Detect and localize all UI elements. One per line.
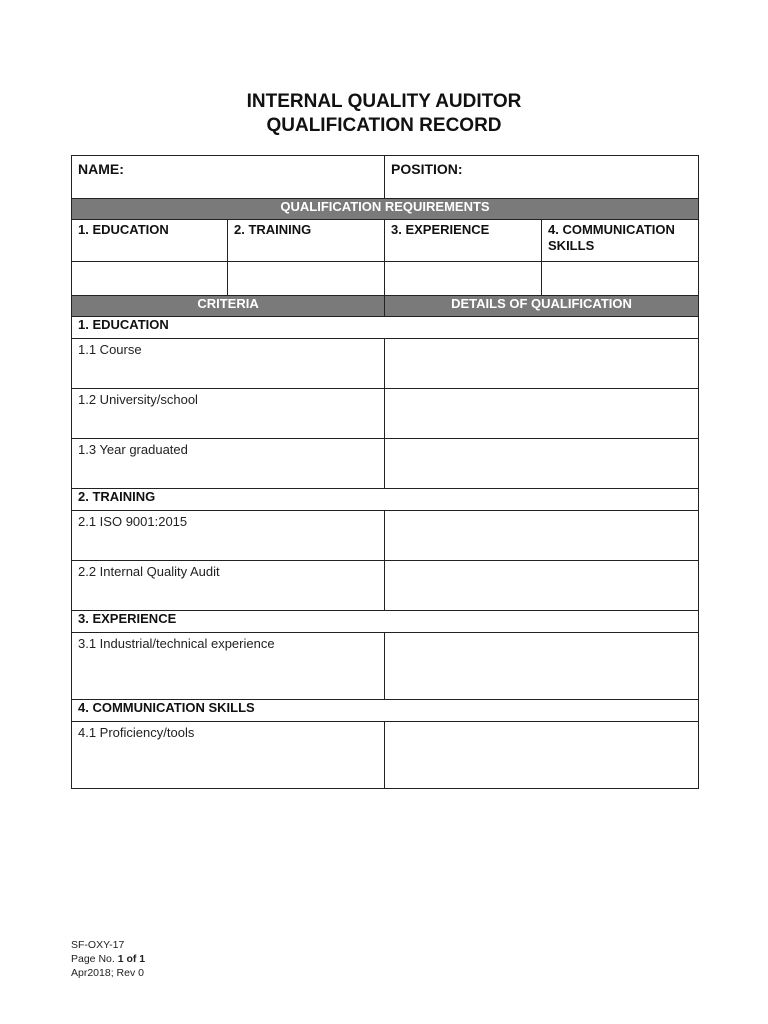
criteria-year-graduated: 1.3 Year graduated <box>72 439 385 489</box>
criteria-iso-9001: 2.1 ISO 9001:2015 <box>72 511 385 561</box>
requirement-experience-input[interactable] <box>385 262 542 296</box>
page-number <box>71 952 145 966</box>
requirement-experience: 3. EXPERIENCE <box>385 220 542 262</box>
details-internal-quality-audit-input[interactable] <box>385 561 699 611</box>
details-year-graduated-input[interactable] <box>385 439 699 489</box>
criteria-proficiency-tools: 4.1 Proficiency/tools <box>72 722 385 789</box>
details-course-input[interactable] <box>385 339 699 389</box>
document-footer <box>71 938 145 980</box>
requirements-header: QUALIFICATION REQUIREMENTS <box>72 199 699 220</box>
criteria-header: CRITERIA <box>72 296 385 317</box>
details-proficiency-tools-input[interactable] <box>385 722 699 789</box>
criteria-university-school: 1.2 University/school <box>72 389 385 439</box>
requirement-education: 1. EDUCATION <box>72 220 228 262</box>
details-header: DETAILS OF QUALIFICATION <box>385 296 699 317</box>
name-field[interactable] <box>72 156 385 199</box>
position-label: POSITION: <box>391 161 463 177</box>
criteria-course: 1.1 Course <box>72 339 385 389</box>
requirement-education-input[interactable] <box>72 262 228 296</box>
section-education-title: 1. EDUCATION <box>72 317 699 339</box>
criteria-industrial-technical-experience: 3.1 Industrial/technical experience <box>72 633 385 700</box>
details-iso-9001-input[interactable] <box>385 511 699 561</box>
section-training-title: 2. TRAINING <box>72 489 699 511</box>
form-title-line-1: INTERNAL QUALITY AUDITOR <box>246 91 522 112</box>
requirement-training-input[interactable] <box>228 262 385 296</box>
page-number-value: 1 of 1 <box>117 953 146 965</box>
details-industrial-technical-experience-input[interactable] <box>385 633 699 700</box>
requirement-communication-skills-input[interactable] <box>542 262 699 296</box>
requirement-communication-skills: 4. COMMUNICATION SKILLS <box>542 220 699 262</box>
qualification-record-table <box>71 155 699 789</box>
section-communication-skills-title: 4. COMMUNICATION SKILLS <box>72 700 699 722</box>
page-number-prefix: Page No. <box>71 953 118 965</box>
requirement-training: 2. TRAINING <box>228 220 385 262</box>
form-title-line-2: QUALIFICATION RECORD <box>266 115 502 136</box>
section-experience-title: 3. EXPERIENCE <box>72 611 699 633</box>
name-label: NAME: <box>78 161 124 177</box>
revision-info: Apr2018; Rev 0 <box>71 967 144 979</box>
details-university-school-input[interactable] <box>385 389 699 439</box>
position-field[interactable] <box>385 156 699 199</box>
criteria-internal-quality-audit: 2.2 Internal Quality Audit <box>72 561 385 611</box>
form-code: SF-OXY-17 <box>71 939 125 951</box>
